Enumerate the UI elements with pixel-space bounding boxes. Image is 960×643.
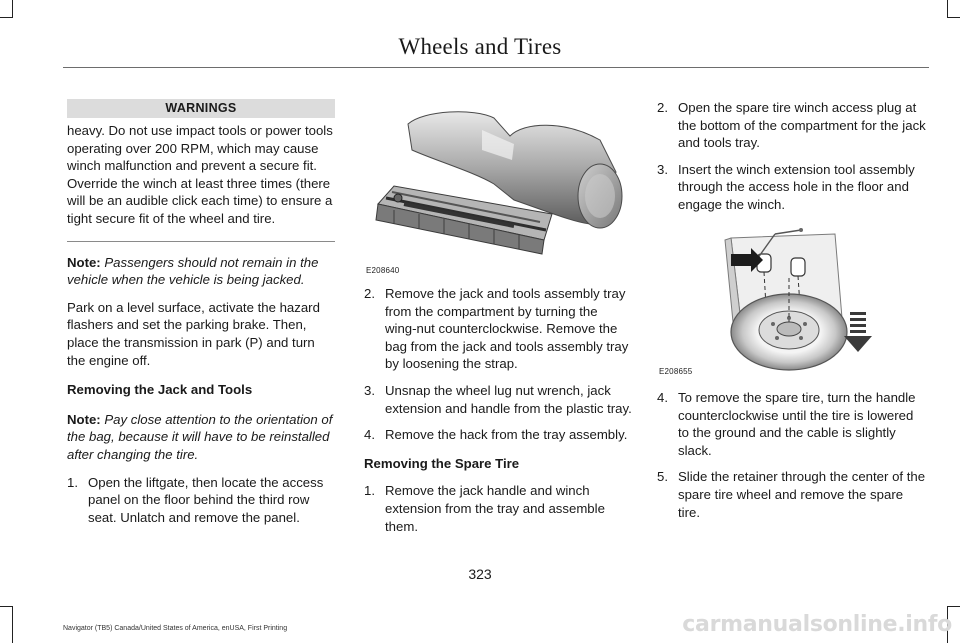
step-number: 1. [67,474,78,490]
right-column-top [657,99,927,214]
warning-separator [67,241,335,242]
step-text: Remove the jack and tools assembly tray from the compartment by turning the wing-nut counterclockwise. Remove the bag from the jack and tools assembly tray by loosening the strap. [385,286,629,372]
step-item [657,468,927,521]
step-item [364,426,632,444]
spare-tire-drawing [657,220,927,372]
crop-mark [0,606,12,607]
step-text: Open the spare tire winch access plug at the bottom of the compartment for the jack and tools tray. [678,100,926,151]
step-number: 1. [364,483,375,499]
note-orientation [67,411,335,464]
watermark: carmanualsonline.info [682,612,952,637]
step-item [364,382,632,417]
figure-label-e208655: E208655 [659,367,693,376]
step-text: Insert the winch extension tool assembly through the access hole in the floor and engage the winch. [678,161,915,212]
step-item [67,474,335,527]
jack-tools-drawing [364,102,632,272]
step-number: 2. [657,100,668,115]
step-text: Remove the hack from the tray assembly. [385,427,628,443]
header-rule [63,67,929,68]
step-number: 3. [657,161,668,177]
step-text: Unsnap the wheel lug nut wrench, jack extension and handle from the plastic tray. [385,382,632,416]
crop-mark [12,0,13,18]
note-label: Note: [67,411,101,427]
printing-info: Navigator (TB5) Canada/United States of America, enUSA, First Printing [63,625,288,632]
note-text: Passengers should not remain in the vehicle when the vehicle is being jacked. [67,254,319,288]
crop-mark [947,0,948,18]
crop-mark [948,17,960,18]
right-column-bottom [657,389,927,521]
step-text: Remove the jack handle and winch extension from the tray and assemble them. [385,483,605,534]
note-passengers [67,254,335,289]
step-item [364,482,632,535]
left-column [67,99,335,526]
step-item [364,285,632,373]
crop-mark [948,606,960,607]
page-number: 323 [468,566,492,582]
step-number: 4. [364,427,375,443]
crop-mark [0,17,12,18]
note-label: Note: [67,254,101,270]
park-instructions: Park on a level surface, activate the hazard flashers and set the parking brake. Then, place the transmission in park (P) and turn the engine off. [67,299,320,368]
figure-label-e208640: E208640 [366,266,400,275]
step-number: 2. [364,286,375,301]
step-item [657,389,927,459]
warning-text: heavy. Do not use impact tools or power tools operating over 200 RPM, which may cause winch malfunction and prevent a secure fit. Override the winch at least three times (there will be an audible click each time) to ensure a tight secure fit of the wheel and tire. [67,123,333,226]
warnings-heading: WARNINGS [67,99,335,118]
step-text: Slide the retainer through the center of the spare tire wheel and remove the spare tire. [678,469,926,520]
middle-column [364,285,632,535]
note-text: Pay close attention to the orientation of the bag, because it will have to be reinstalled after changing the tire. [67,411,333,462]
section-heading-spare-tire: Removing the Spare Tire [364,455,520,471]
step-item [657,99,927,152]
step-number: 3. [364,382,375,398]
step-number: 5. [657,469,668,485]
jack-tools-illustration [364,102,632,272]
page-title: Wheels and Tires [398,34,562,59]
step-item [657,161,927,214]
crop-mark [12,606,13,643]
section-heading-jack-tools: Removing the Jack and Tools [67,382,253,398]
spare-tire-illustration [657,220,927,372]
step-number: 4. [657,390,668,405]
step-text: To remove the spare tire, turn the handle counterclockwise until the tire is lowered to the ground and the cable is slightly slack. [678,390,916,458]
step-text: Open the liftgate, then locate the access panel on the floor behind the third row seat. Unlatch and remove the panel. [88,474,324,525]
